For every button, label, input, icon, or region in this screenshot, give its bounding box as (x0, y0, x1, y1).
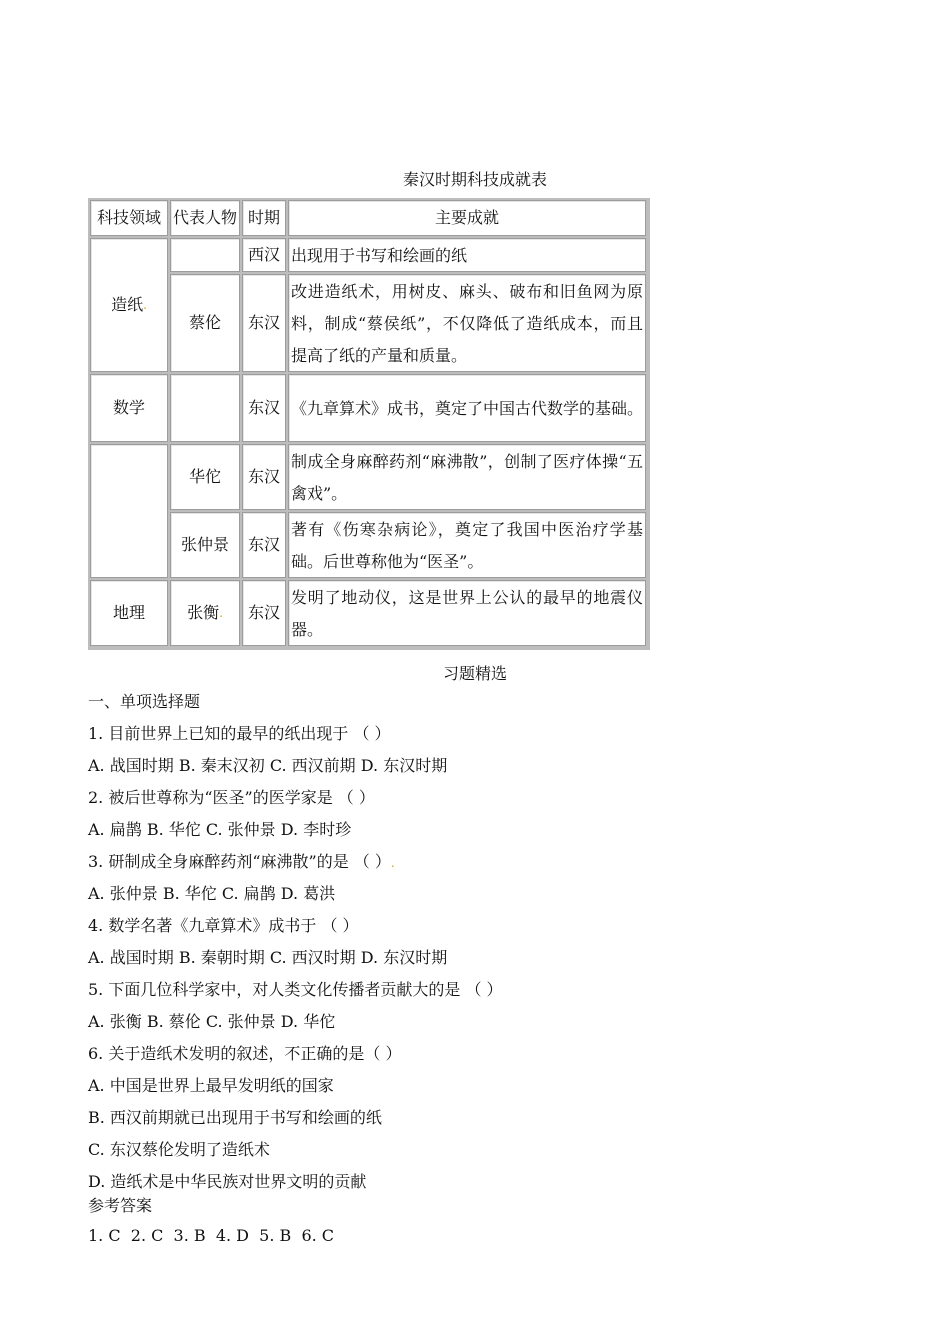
field-cell-math: 数学 (90, 374, 168, 442)
person-cell: 蔡伦 (170, 274, 240, 372)
question-line: 4. 数学名著《九章算术》成书于 （ ） (88, 916, 359, 935)
option-line: A. 扁鹊 B. 华佗 C. 张仲景 D. 李时珍 (88, 820, 352, 839)
period-cell: 东汉 (242, 274, 286, 372)
person-cell: 华佗 (170, 444, 240, 510)
dot-mark-icon: . (390, 856, 395, 870)
option-line: B. 西汉前期就已出现用于书写和绘画的纸 (88, 1108, 382, 1127)
option-line: D. 造纸术是中华民族对世界文明的贡献 (88, 1172, 367, 1191)
section-heading: 一、单项选择题 (88, 692, 201, 711)
header-achievement: 主要成就 (288, 200, 646, 236)
period-cell: 东汉 (242, 374, 286, 442)
question-line: 5. 下面几位科学家中，对人类文化传播者贡献大的是 （ ） (88, 980, 503, 999)
achievement-cell: 著有《伤寒杂病论》，奠定了我国中医治疗学基础。后世尊称他为“医圣”。 (288, 512, 646, 578)
period-cell: 西汉 (242, 238, 286, 272)
achievement-table (88, 198, 650, 650)
field-cell-geography: 地理 (90, 580, 168, 646)
period-cell: 东汉 (242, 580, 286, 646)
question-line: 1. 目前世界上已知的最早的纸出现于 （ ） (88, 724, 391, 743)
header-period: 时期 (242, 200, 286, 236)
question-line: 6. 关于造纸术发明的叙述，不正确的是（ ） (88, 1044, 402, 1063)
option-line: A. 战国时期 B. 秦末汉初 C. 西汉前期 D. 东汉时期 (88, 756, 448, 775)
option-line: A. 张衡 B. 蔡伦 C. 张仲景 D. 华佗 (88, 1012, 336, 1031)
achievement-cell: 出现用于书写和绘画的纸 (288, 238, 646, 272)
table-title: 秦汉时期科技成就表 (402, 170, 547, 189)
person-cell: 张仲景 (170, 512, 240, 578)
answers-title: 参考答案 (88, 1196, 153, 1215)
person-cell (170, 374, 240, 442)
option-line: A. 战国时期 B. 秦朝时期 C. 西汉时期 D. 东汉时期 (88, 948, 448, 967)
exercise-title: 习题精选 (442, 664, 507, 683)
answers-text: 1. C 2. C 3. B 4. D 5. B 6. C (88, 1226, 335, 1245)
person-cell: 张衡 . (170, 580, 240, 646)
question-line: 3. 研制成全身麻醉药剂“麻沸散”的是 （ ）. (88, 852, 395, 871)
field-label: 造纸 (111, 295, 144, 314)
period-cell: 东汉 (242, 444, 286, 510)
achievement-cell: 改进造纸术，用树皮、麻头、破布和旧鱼网为原料，制成“蔡侯纸”，不仅降低了造纸成本，而且提高了纸的产量和质量。 (288, 274, 646, 372)
header-person: 代表人物 (170, 200, 240, 236)
exercise-list (88, 690, 788, 1202)
option-line: A. 中国是世界上最早发明纸的国家 (88, 1076, 334, 1095)
achievement-cell: 《九章算术》成书，奠定了中国古代数学的基础。 (288, 374, 646, 442)
person-cell (170, 238, 240, 272)
field-cell-paper (90, 238, 168, 372)
question-line: 2. 被后世尊称为“医圣”的医学家是 （ ） (88, 788, 375, 807)
dot-mark-icon: . (219, 606, 223, 620)
header-field: 科技领域 (90, 200, 168, 236)
period-cell: 东汉 (242, 512, 286, 578)
achievement-cell: 发明了地动仪，这是世界上公认的最早的地震仪器。 (288, 580, 646, 646)
field-cell-medicine (90, 444, 168, 578)
option-line: A. 张仲景 B. 华佗 C. 扁鹊 D. 葛洪 (88, 884, 336, 903)
dot-mark-icon: . (143, 298, 147, 312)
option-line: C. 东汉蔡伦发明了造纸术 (88, 1140, 270, 1159)
achievement-cell: 制成全身麻醉药剂“麻沸散”，创制了医疗体操“五禽戏”。 (288, 444, 646, 510)
